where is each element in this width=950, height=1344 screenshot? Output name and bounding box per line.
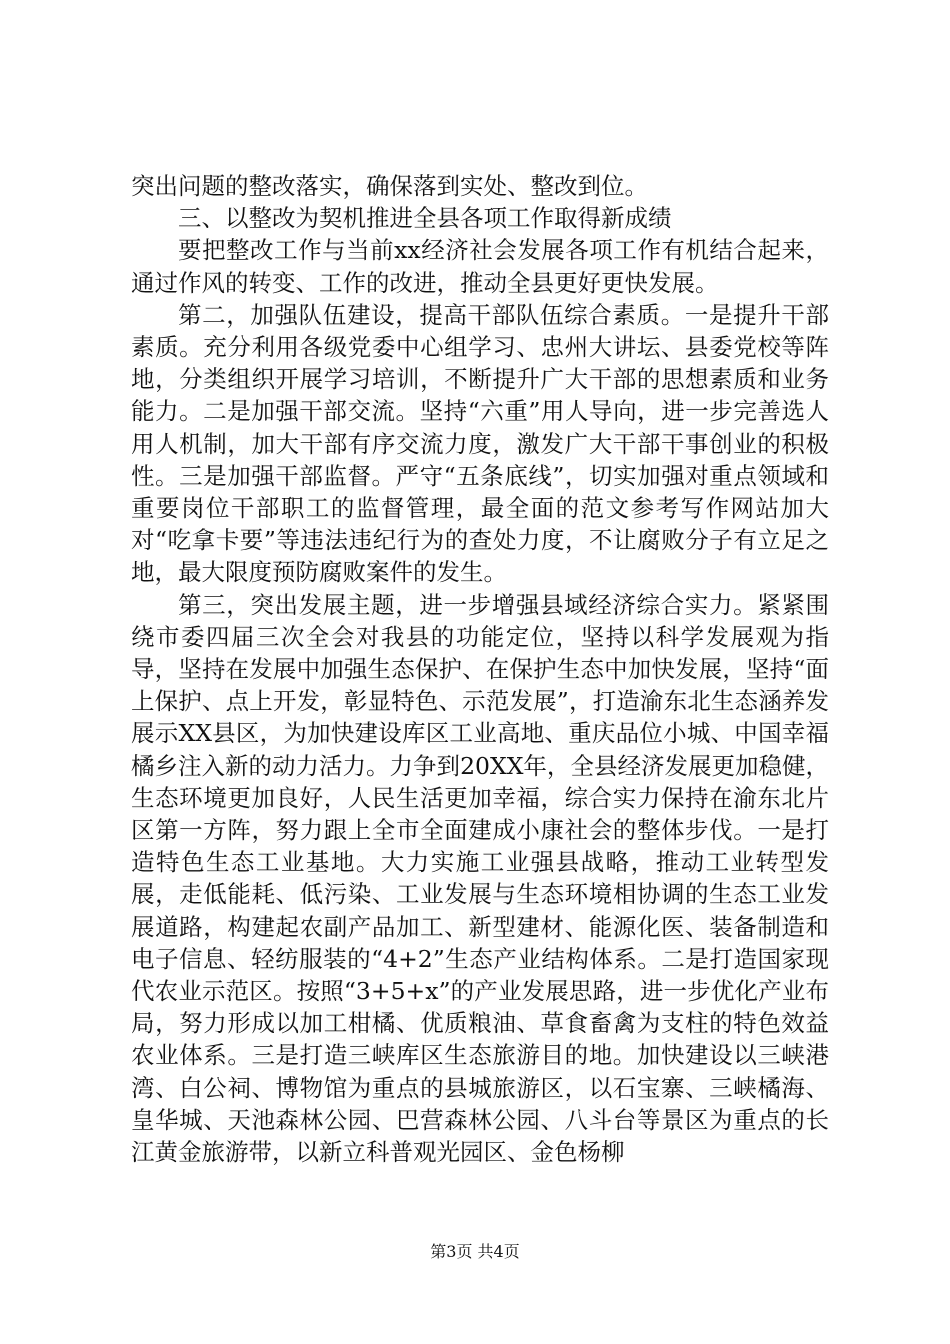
paragraph-intro: 要把整改工作与当前xx经济社会发展各项工作有机结合起来，通过作风的转变、工作的改进，推动全县更好更快发展。	[131, 236, 829, 297]
section-heading: 三、以整改为契机推进全县各项工作取得新成绩	[178, 204, 672, 233]
paragraph-second: 第二，加强队伍建设，提高干部队伍综合素质。一是提升干部素质。充分利用各级党委中心组学习、忠州大讲坛、县委党校等阵地，分类组织开展学习培训，不断提升广大干部的思想素质和业务能力。二是加强干部交流。坚持“六重”用人导向，进一步完善选人用人机制，加大干部有序交流力度，激发广大干部干事创业的积极性。三是加强干部监督。严守“五条底线”，切实加强对重点领域和重要岗位干部职工的监督管理，最全面的范文参考写作网站加大对“吃拿卡要”等违法违纪行为的查处力度，不让腐败分子有立足之地，最大限度预防腐败案件的发生。	[131, 300, 829, 587]
paragraph-continuation: 突出问题的整改落实，确保落到实处、整改到位。	[131, 172, 648, 200]
document-body	[131, 170, 829, 1168]
paragraph-third: 第三，突出发展主题，进一步增强县域经济综合实力。紧紧围绕市委四届三次全会对我县的功能定位，坚持以科学发展观为指导，坚持在发展中加强生态保护、在保护生态中加快发展，坚持“面上保护、点上开发，彰显特色、示范发展”，打造渝东北生态涵养发展示XX县区，为加快建设库区工业高地、重庆品位小城、中国幸福橘乡注入新的动力活力。力争到20XX年，全县经济发展更加稳健，生态环境更加良好，人民生活更加幸福，综合实力保持在渝东北片区第一方阵，努力跟上全市全面建成小康社会的整体步伐。一是打造特色生态工业基地。大力实施工业强县战略，推动工业转型发展，走低能耗、低污染、工业发展与生态环境相协调的生态工业发展道路，构建起农副产品加工、新型建材、能源化医、装备制造和电子信息、轻纺服装的“4+2”生态产业结构体系。二是打造国家现代农业示范区。按照“3+5+x”的产业发展思路，进一步优化产业布局，努力形成以加工柑橘、优质粮油、草食畜禽为支柱的特色效益农业体系。三是打造三峡库区生态旅游目的地。加快建设以三峡港湾、白公祠、博物馆为重点的县城旅游区，以石宝寨、三峡橘海、皇华城、天池森林公园、巴营森林公园、八斗台等景区为重点的长江黄金旅游带，以新立科普观光园区、金色杨柳	[131, 590, 829, 1167]
page-number-footer: 第3页 共4页	[430, 1242, 520, 1261]
